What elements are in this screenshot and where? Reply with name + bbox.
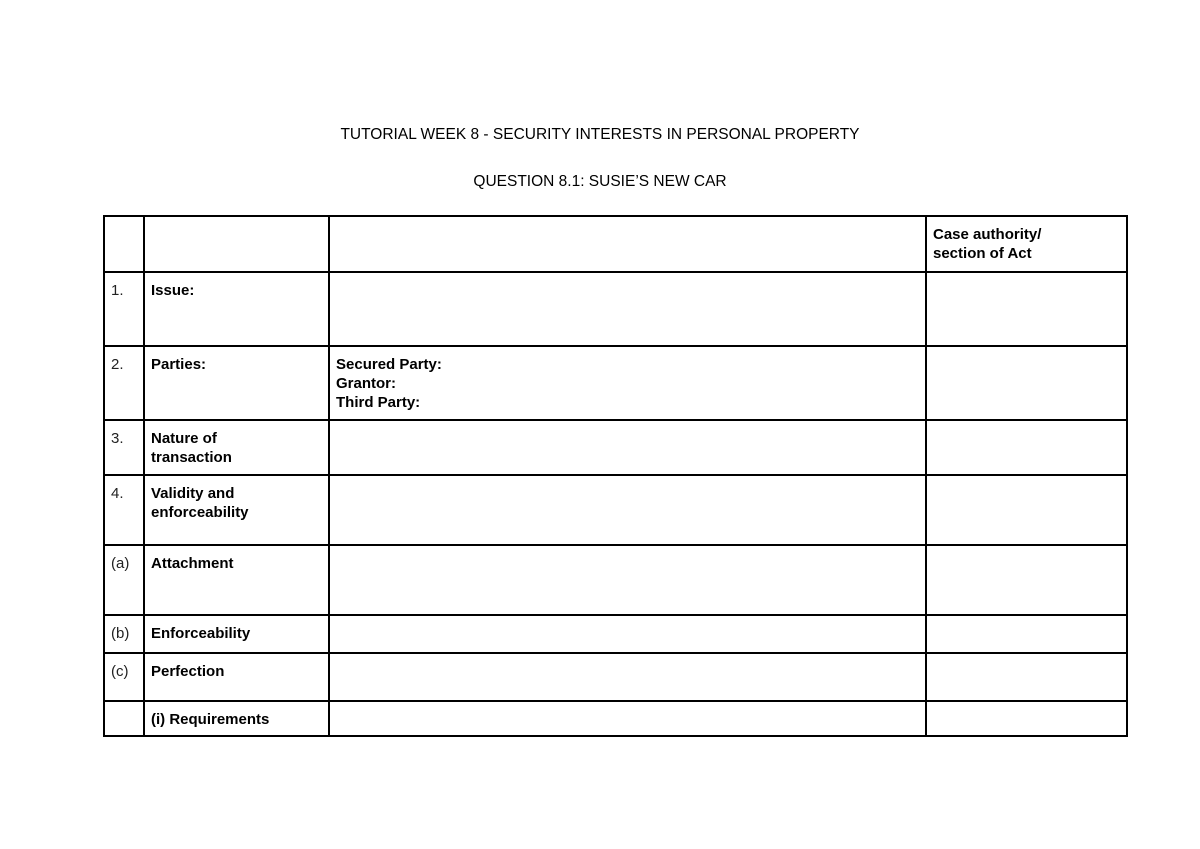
row-notes-cell[interactable]: [329, 272, 926, 346]
row-authority-cell[interactable]: [926, 475, 1127, 545]
row-label-line: transaction: [151, 449, 232, 466]
row-authority-cell[interactable]: [926, 420, 1127, 475]
row-label: [144, 701, 329, 736]
row-notes-cell[interactable]: [329, 545, 926, 615]
row-label-line: Perfection: [151, 663, 225, 680]
row-notes-cell[interactable]: [329, 475, 926, 545]
table-header-row: [104, 216, 1127, 272]
row-label-line: Attachment: [151, 555, 234, 572]
authority-header-line2: section of Act: [933, 245, 1032, 262]
row-notes-cell[interactable]: [329, 346, 926, 420]
row-authority-cell[interactable]: [926, 346, 1127, 420]
row-label: [144, 653, 329, 701]
row-label: [144, 420, 329, 475]
row-authority-cell[interactable]: [926, 653, 1127, 701]
row-label: [144, 615, 329, 653]
question-title: QUESTION 8.1: SUSIE’S NEW CAR: [473, 173, 727, 190]
row-number: 4.: [104, 475, 144, 545]
row-number: (a): [104, 545, 144, 615]
row-label-line: Enforceability: [151, 625, 251, 642]
table-row: [104, 615, 1127, 653]
table-row: [104, 272, 1127, 346]
row-label-line: Parties:: [151, 356, 207, 373]
worksheet-table: [103, 215, 1128, 737]
row-label-line: (i) Requirements: [151, 711, 270, 728]
row-number: 1.: [104, 272, 144, 346]
row-label-line: Validity and: [151, 485, 235, 502]
row-authority-cell[interactable]: [926, 701, 1127, 736]
table-row: [104, 475, 1127, 545]
header-authority-cell: [926, 216, 1127, 272]
row-number: 2.: [104, 346, 144, 420]
table-row: [104, 346, 1127, 420]
row-label: [144, 545, 329, 615]
secured-party-label: Secured Party:: [336, 356, 442, 373]
row-label: [144, 475, 329, 545]
row-number: 3.: [104, 420, 144, 475]
row-authority-cell[interactable]: [926, 615, 1127, 653]
row-number: (c): [104, 653, 144, 701]
row-notes-cell[interactable]: [329, 615, 926, 653]
header-label-cell: [144, 216, 329, 272]
row-label-line: enforceability: [151, 504, 249, 521]
header-num-cell: [104, 216, 144, 272]
row-authority-cell[interactable]: [926, 272, 1127, 346]
table-row: [104, 545, 1127, 615]
row-label-line: Issue:: [151, 282, 195, 299]
document-title: TUTORIAL WEEK 8 - SECURITY INTERESTS IN PERSONAL PROPERTY: [340, 126, 860, 143]
table-row: [104, 701, 1127, 736]
authority-header-line1: Case authority/: [933, 226, 1042, 243]
row-number: (b): [104, 615, 144, 653]
row-number: [104, 701, 144, 736]
grantor-label: Grantor:: [336, 375, 396, 392]
row-notes-cell[interactable]: [329, 420, 926, 475]
row-notes-cell[interactable]: [329, 701, 926, 736]
row-label-line: Nature of: [151, 430, 217, 447]
third-party-label: Third Party:: [336, 394, 421, 411]
row-authority-cell[interactable]: [926, 545, 1127, 615]
table-row: [104, 420, 1127, 475]
row-label: [144, 346, 329, 420]
row-notes-cell[interactable]: [329, 653, 926, 701]
header-notes-cell: [329, 216, 926, 272]
table-row: [104, 653, 1127, 701]
row-label: [144, 272, 329, 346]
